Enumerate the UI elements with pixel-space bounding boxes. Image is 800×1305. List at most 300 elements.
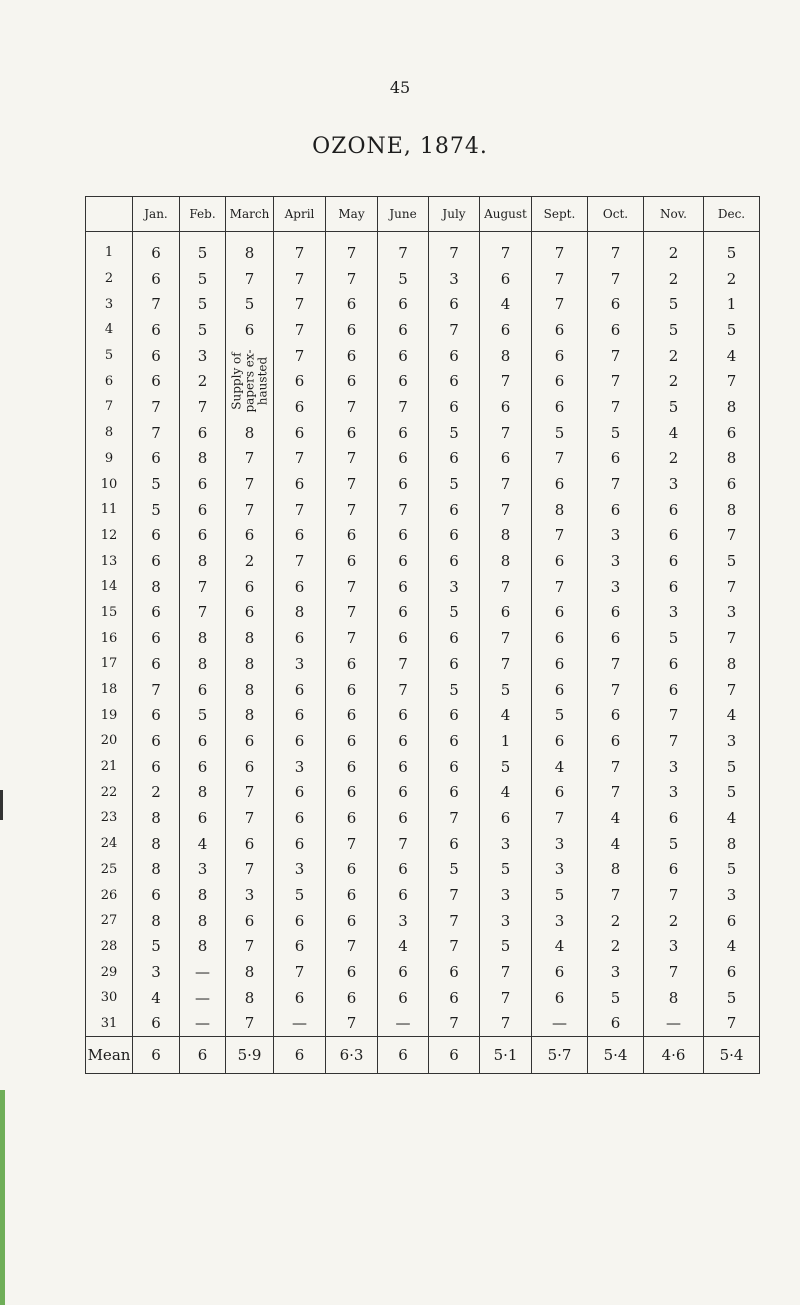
table-row — [86, 1011, 760, 1037]
value-cell: 3 — [429, 266, 480, 292]
value-cell: 7 — [429, 805, 480, 831]
value-cell: 6 — [326, 702, 378, 728]
value-cell: 6 — [378, 754, 429, 780]
value-cell: 6 — [326, 805, 378, 831]
value-cell: 3 — [480, 908, 532, 934]
value-cell: 6 — [274, 471, 326, 497]
table-body — [86, 232, 760, 1037]
value-cell: 5 — [588, 985, 644, 1011]
value-cell: 4 — [704, 343, 760, 369]
day-cell: 14 — [86, 574, 133, 600]
day-cell: 2 — [86, 266, 133, 292]
value-cell: 6 — [326, 754, 378, 780]
value-cell: 6 — [226, 908, 274, 934]
value-cell: 7 — [588, 754, 644, 780]
table-header — [86, 197, 760, 232]
value-cell: 5 — [180, 232, 226, 266]
value-cell: 7 — [644, 728, 704, 754]
value-cell: 7 — [532, 232, 588, 266]
value-cell: 4 — [480, 702, 532, 728]
day-cell: 17 — [86, 651, 133, 677]
value-cell: 6 — [274, 831, 326, 857]
value-cell: 3 — [588, 959, 644, 985]
value-cell: 7 — [588, 232, 644, 266]
day-cell: 30 — [86, 985, 133, 1011]
value-cell: 6 — [180, 677, 226, 703]
value-cell: 7 — [588, 368, 644, 394]
value-cell: 3 — [532, 831, 588, 857]
table-row — [86, 497, 760, 523]
value-cell: 7 — [588, 471, 644, 497]
value-cell: 7 — [480, 368, 532, 394]
value-cell: 8 — [226, 625, 274, 651]
day-cell: 26 — [86, 882, 133, 908]
value-cell: 5 — [644, 317, 704, 343]
table-footer — [86, 1037, 760, 1074]
value-cell: 7 — [480, 574, 532, 600]
value-cell: 7 — [326, 934, 378, 960]
value-cell: 6 — [378, 446, 429, 472]
value-cell: 7 — [588, 651, 644, 677]
value-cell: 3 — [180, 343, 226, 369]
value-cell: 5 — [180, 702, 226, 728]
value-cell: 6 — [326, 343, 378, 369]
value-cell: 6 — [429, 985, 480, 1011]
value-cell: 5 — [180, 291, 226, 317]
mean-cell: 5·7 — [532, 1037, 588, 1074]
value-cell: 5 — [588, 420, 644, 446]
value-cell: 5 — [133, 471, 180, 497]
value-cell: 7 — [326, 600, 378, 626]
mean-cell: 5·4 — [588, 1037, 644, 1074]
value-cell: 8 — [480, 548, 532, 574]
value-cell: 6 — [133, 600, 180, 626]
value-cell: 8 — [704, 394, 760, 420]
table-row — [86, 934, 760, 960]
value-cell: 7 — [378, 831, 429, 857]
table-row — [86, 651, 760, 677]
value-cell: 6 — [274, 728, 326, 754]
value-cell: 5 — [378, 266, 429, 292]
value-cell: 8 — [180, 882, 226, 908]
value-cell: 4 — [704, 805, 760, 831]
value-cell: 8 — [133, 831, 180, 857]
table-row — [86, 857, 760, 883]
value-cell: 8 — [226, 702, 274, 728]
value-cell: 7 — [480, 651, 532, 677]
value-cell: 6 — [429, 754, 480, 780]
value-cell: 2 — [704, 266, 760, 292]
value-cell: 6 — [133, 317, 180, 343]
value-cell: 7 — [326, 1011, 378, 1037]
day-cell: 18 — [86, 677, 133, 703]
value-cell: 7 — [588, 677, 644, 703]
table-row — [86, 959, 760, 985]
mean-cell: 6·3 — [326, 1037, 378, 1074]
header-month: March — [226, 197, 274, 232]
value-cell: 5 — [644, 625, 704, 651]
value-cell: 5 — [480, 857, 532, 883]
value-cell: 3 — [429, 574, 480, 600]
value-cell: 7 — [378, 232, 429, 266]
table-row — [86, 523, 760, 549]
header-month: Dec. — [704, 197, 760, 232]
value-cell: 2 — [226, 548, 274, 574]
value-cell: 7 — [274, 548, 326, 574]
value-cell: 6 — [704, 420, 760, 446]
value-cell: 7 — [480, 471, 532, 497]
value-cell: 6 — [133, 343, 180, 369]
value-cell: 7 — [532, 291, 588, 317]
mean-cell: 6 — [429, 1037, 480, 1074]
value-cell: 4 — [480, 779, 532, 805]
mean-cell: 6 — [180, 1037, 226, 1074]
value-cell: 6 — [480, 805, 532, 831]
value-cell: 7 — [226, 471, 274, 497]
value-cell: 2 — [644, 908, 704, 934]
value-cell: 5 — [180, 317, 226, 343]
value-cell: 7 — [480, 985, 532, 1011]
value-cell: 6 — [133, 882, 180, 908]
table-row — [86, 266, 760, 292]
table-row — [86, 232, 760, 266]
table-row — [86, 574, 760, 600]
value-cell: 5 — [180, 266, 226, 292]
value-cell: 5 — [133, 934, 180, 960]
value-cell: 3 — [532, 857, 588, 883]
value-cell: 6 — [532, 343, 588, 369]
table-row — [86, 677, 760, 703]
value-cell: 6 — [326, 651, 378, 677]
value-cell: 8 — [588, 857, 644, 883]
table-row — [86, 625, 760, 651]
value-cell: 6 — [133, 1011, 180, 1037]
value-cell: 5 — [644, 394, 704, 420]
value-cell: 7 — [588, 779, 644, 805]
value-cell: 7 — [588, 266, 644, 292]
value-cell: 6 — [274, 368, 326, 394]
value-cell: 6 — [326, 779, 378, 805]
value-cell: 6 — [326, 677, 378, 703]
value-cell: 4 — [532, 934, 588, 960]
value-cell: 6 — [429, 779, 480, 805]
header-month: August — [480, 197, 532, 232]
value-cell: 3 — [644, 779, 704, 805]
value-cell: 7 — [274, 317, 326, 343]
value-cell: 6 — [133, 702, 180, 728]
value-cell: 8 — [133, 805, 180, 831]
value-cell: 2 — [180, 368, 226, 394]
value-cell: 4 — [588, 805, 644, 831]
value-cell: 7 — [704, 677, 760, 703]
value-cell: 6 — [429, 959, 480, 985]
value-cell: 8 — [226, 985, 274, 1011]
value-cell: 6 — [644, 677, 704, 703]
value-cell: 5 — [704, 779, 760, 805]
value-cell: 6 — [133, 523, 180, 549]
value-cell: 6 — [274, 985, 326, 1011]
value-cell: 7 — [133, 291, 180, 317]
value-cell: 6 — [532, 985, 588, 1011]
header-day — [86, 197, 133, 232]
value-cell: 6 — [326, 728, 378, 754]
value-cell: 6 — [378, 523, 429, 549]
table-row — [86, 446, 760, 472]
value-cell: 7 — [326, 446, 378, 472]
value-cell: 8 — [704, 651, 760, 677]
value-cell: 6 — [429, 523, 480, 549]
value-cell: 7 — [274, 446, 326, 472]
value-cell: 5 — [644, 291, 704, 317]
value-cell: 8 — [180, 934, 226, 960]
mean-row — [86, 1037, 760, 1074]
day-cell: 11 — [86, 497, 133, 523]
header-month: Nov. — [644, 197, 704, 232]
value-cell: 6 — [480, 394, 532, 420]
value-cell: 7 — [180, 600, 226, 626]
value-cell: — — [180, 959, 226, 985]
table-row — [86, 368, 760, 394]
value-cell: 7 — [644, 702, 704, 728]
value-cell: 4 — [532, 754, 588, 780]
value-cell: 2 — [133, 779, 180, 805]
day-cell: 10 — [86, 471, 133, 497]
table-row — [86, 882, 760, 908]
value-cell: 6 — [326, 959, 378, 985]
value-cell: 6 — [274, 394, 326, 420]
value-cell: 7 — [429, 1011, 480, 1037]
value-cell: 6 — [532, 317, 588, 343]
value-cell: 7 — [326, 471, 378, 497]
value-cell: 5 — [704, 754, 760, 780]
header-month: April — [274, 197, 326, 232]
value-cell: 6 — [378, 959, 429, 985]
value-cell: 3 — [480, 882, 532, 908]
value-cell: 6 — [429, 368, 480, 394]
value-cell: 7 — [429, 908, 480, 934]
mean-cell: 5·1 — [480, 1037, 532, 1074]
value-cell: 8 — [480, 523, 532, 549]
header-month: Feb. — [180, 197, 226, 232]
value-cell: 7 — [378, 497, 429, 523]
value-cell: 6 — [133, 754, 180, 780]
value-cell: 6 — [180, 497, 226, 523]
value-cell: 2 — [644, 266, 704, 292]
value-cell: 4 — [588, 831, 644, 857]
table-row — [86, 908, 760, 934]
value-cell: 6 — [588, 1011, 644, 1037]
value-cell: 5 — [429, 471, 480, 497]
value-cell: 6 — [644, 805, 704, 831]
value-cell: 3 — [274, 651, 326, 677]
value-cell: 4 — [704, 702, 760, 728]
table-row — [86, 702, 760, 728]
value-cell: 6 — [326, 368, 378, 394]
table-row — [86, 831, 760, 857]
value-cell: 4 — [644, 420, 704, 446]
value-cell: 8 — [226, 232, 274, 266]
value-cell: 7 — [532, 574, 588, 600]
value-cell: 7 — [326, 266, 378, 292]
day-cell: 5 — [86, 343, 133, 369]
day-cell: 8 — [86, 420, 133, 446]
mean-cell: 5·9 — [226, 1037, 274, 1074]
table-row — [86, 548, 760, 574]
value-cell: 6 — [532, 394, 588, 420]
value-cell: 4 — [378, 934, 429, 960]
value-cell: 6 — [326, 291, 378, 317]
value-cell: — — [180, 1011, 226, 1037]
table-row — [86, 728, 760, 754]
value-cell: 7 — [429, 317, 480, 343]
value-cell: 3 — [180, 857, 226, 883]
value-cell: 6 — [480, 600, 532, 626]
value-cell: 7 — [180, 394, 226, 420]
value-cell: 7 — [532, 523, 588, 549]
value-cell: 5 — [429, 677, 480, 703]
day-cell: 13 — [86, 548, 133, 574]
day-cell: 23 — [86, 805, 133, 831]
value-cell: 6 — [226, 600, 274, 626]
value-cell: 8 — [180, 779, 226, 805]
value-cell: 6 — [480, 317, 532, 343]
value-cell: 3 — [588, 548, 644, 574]
day-cell: 4 — [86, 317, 133, 343]
value-cell: 5 — [704, 317, 760, 343]
value-cell: 5 — [480, 754, 532, 780]
value-cell: 6 — [480, 266, 532, 292]
mean-cell: 6 — [133, 1037, 180, 1074]
value-cell: 6 — [326, 985, 378, 1011]
value-cell: 7 — [226, 805, 274, 831]
value-cell: 6 — [226, 728, 274, 754]
value-cell: 5 — [704, 857, 760, 883]
value-cell: 6 — [378, 343, 429, 369]
value-cell: 8 — [180, 651, 226, 677]
value-cell: 6 — [378, 728, 429, 754]
header-month: July — [429, 197, 480, 232]
day-cell: 25 — [86, 857, 133, 883]
value-cell: 6 — [133, 548, 180, 574]
value-cell: 6 — [133, 728, 180, 754]
day-cell: 3 — [86, 291, 133, 317]
mean-cell: 4·6 — [644, 1037, 704, 1074]
value-cell: 6 — [429, 394, 480, 420]
march-note — [226, 343, 274, 420]
value-cell: 6 — [704, 908, 760, 934]
value-cell: 7 — [226, 497, 274, 523]
value-cell: 6 — [378, 317, 429, 343]
value-cell: 6 — [133, 368, 180, 394]
value-cell: 3 — [704, 600, 760, 626]
day-cell: 15 — [86, 600, 133, 626]
day-cell: 7 — [86, 394, 133, 420]
value-cell: 6 — [180, 420, 226, 446]
value-cell: 6 — [704, 959, 760, 985]
value-cell: 7 — [644, 882, 704, 908]
value-cell: 6 — [274, 677, 326, 703]
value-cell: 6 — [180, 728, 226, 754]
value-cell: 6 — [226, 574, 274, 600]
value-cell: 6 — [378, 779, 429, 805]
value-cell: 7 — [480, 232, 532, 266]
value-cell: 7 — [704, 523, 760, 549]
value-cell: 3 — [588, 523, 644, 549]
value-cell: 5 — [704, 985, 760, 1011]
value-cell: 5 — [644, 831, 704, 857]
value-cell: 8 — [133, 574, 180, 600]
value-cell: 7 — [133, 677, 180, 703]
value-cell: 3 — [644, 471, 704, 497]
value-cell: 6 — [274, 702, 326, 728]
value-cell: 6 — [378, 368, 429, 394]
margin-bar — [0, 1090, 5, 1305]
header-month: Oct. — [588, 197, 644, 232]
value-cell: 6 — [429, 548, 480, 574]
value-cell: 6 — [274, 805, 326, 831]
value-cell: 7 — [588, 882, 644, 908]
value-cell: 7 — [704, 574, 760, 600]
value-cell: 6 — [429, 446, 480, 472]
value-cell: 6 — [326, 857, 378, 883]
value-cell: 7 — [326, 232, 378, 266]
value-cell: 7 — [704, 368, 760, 394]
value-cell: 6 — [326, 548, 378, 574]
value-cell: 7 — [180, 574, 226, 600]
value-cell: 6 — [274, 908, 326, 934]
day-cell: 19 — [86, 702, 133, 728]
value-cell: 6 — [588, 728, 644, 754]
value-cell: 4 — [133, 985, 180, 1011]
value-cell: 6 — [378, 548, 429, 574]
mean-label: Mean — [86, 1037, 133, 1074]
value-cell: 3 — [274, 754, 326, 780]
value-cell: 6 — [429, 831, 480, 857]
value-cell: 6 — [274, 625, 326, 651]
value-cell: 4 — [480, 291, 532, 317]
value-cell: 5 — [274, 882, 326, 908]
value-cell: 6 — [133, 625, 180, 651]
day-cell: 12 — [86, 523, 133, 549]
value-cell: 6 — [644, 574, 704, 600]
value-cell: 6 — [429, 291, 480, 317]
header-month: June — [378, 197, 429, 232]
value-cell: 6 — [378, 805, 429, 831]
value-cell: 7 — [226, 934, 274, 960]
value-cell: 6 — [378, 702, 429, 728]
table-row — [86, 420, 760, 446]
table-row — [86, 317, 760, 343]
day-cell: 27 — [86, 908, 133, 934]
value-cell: 6 — [429, 625, 480, 651]
value-cell: 7 — [532, 266, 588, 292]
value-cell: 6 — [326, 420, 378, 446]
value-cell: 8 — [532, 497, 588, 523]
value-cell: 8 — [226, 959, 274, 985]
value-cell: 6 — [644, 523, 704, 549]
value-cell: 8 — [180, 548, 226, 574]
header-month: Sept. — [532, 197, 588, 232]
ozone-table — [85, 196, 760, 1074]
day-cell: 6 — [86, 368, 133, 394]
value-cell: 3 — [226, 882, 274, 908]
value-cell: 2 — [644, 343, 704, 369]
value-cell: 6 — [588, 446, 644, 472]
value-cell: 3 — [480, 831, 532, 857]
value-cell: 5 — [429, 857, 480, 883]
day-cell: 31 — [86, 1011, 133, 1037]
value-cell: 6 — [532, 368, 588, 394]
